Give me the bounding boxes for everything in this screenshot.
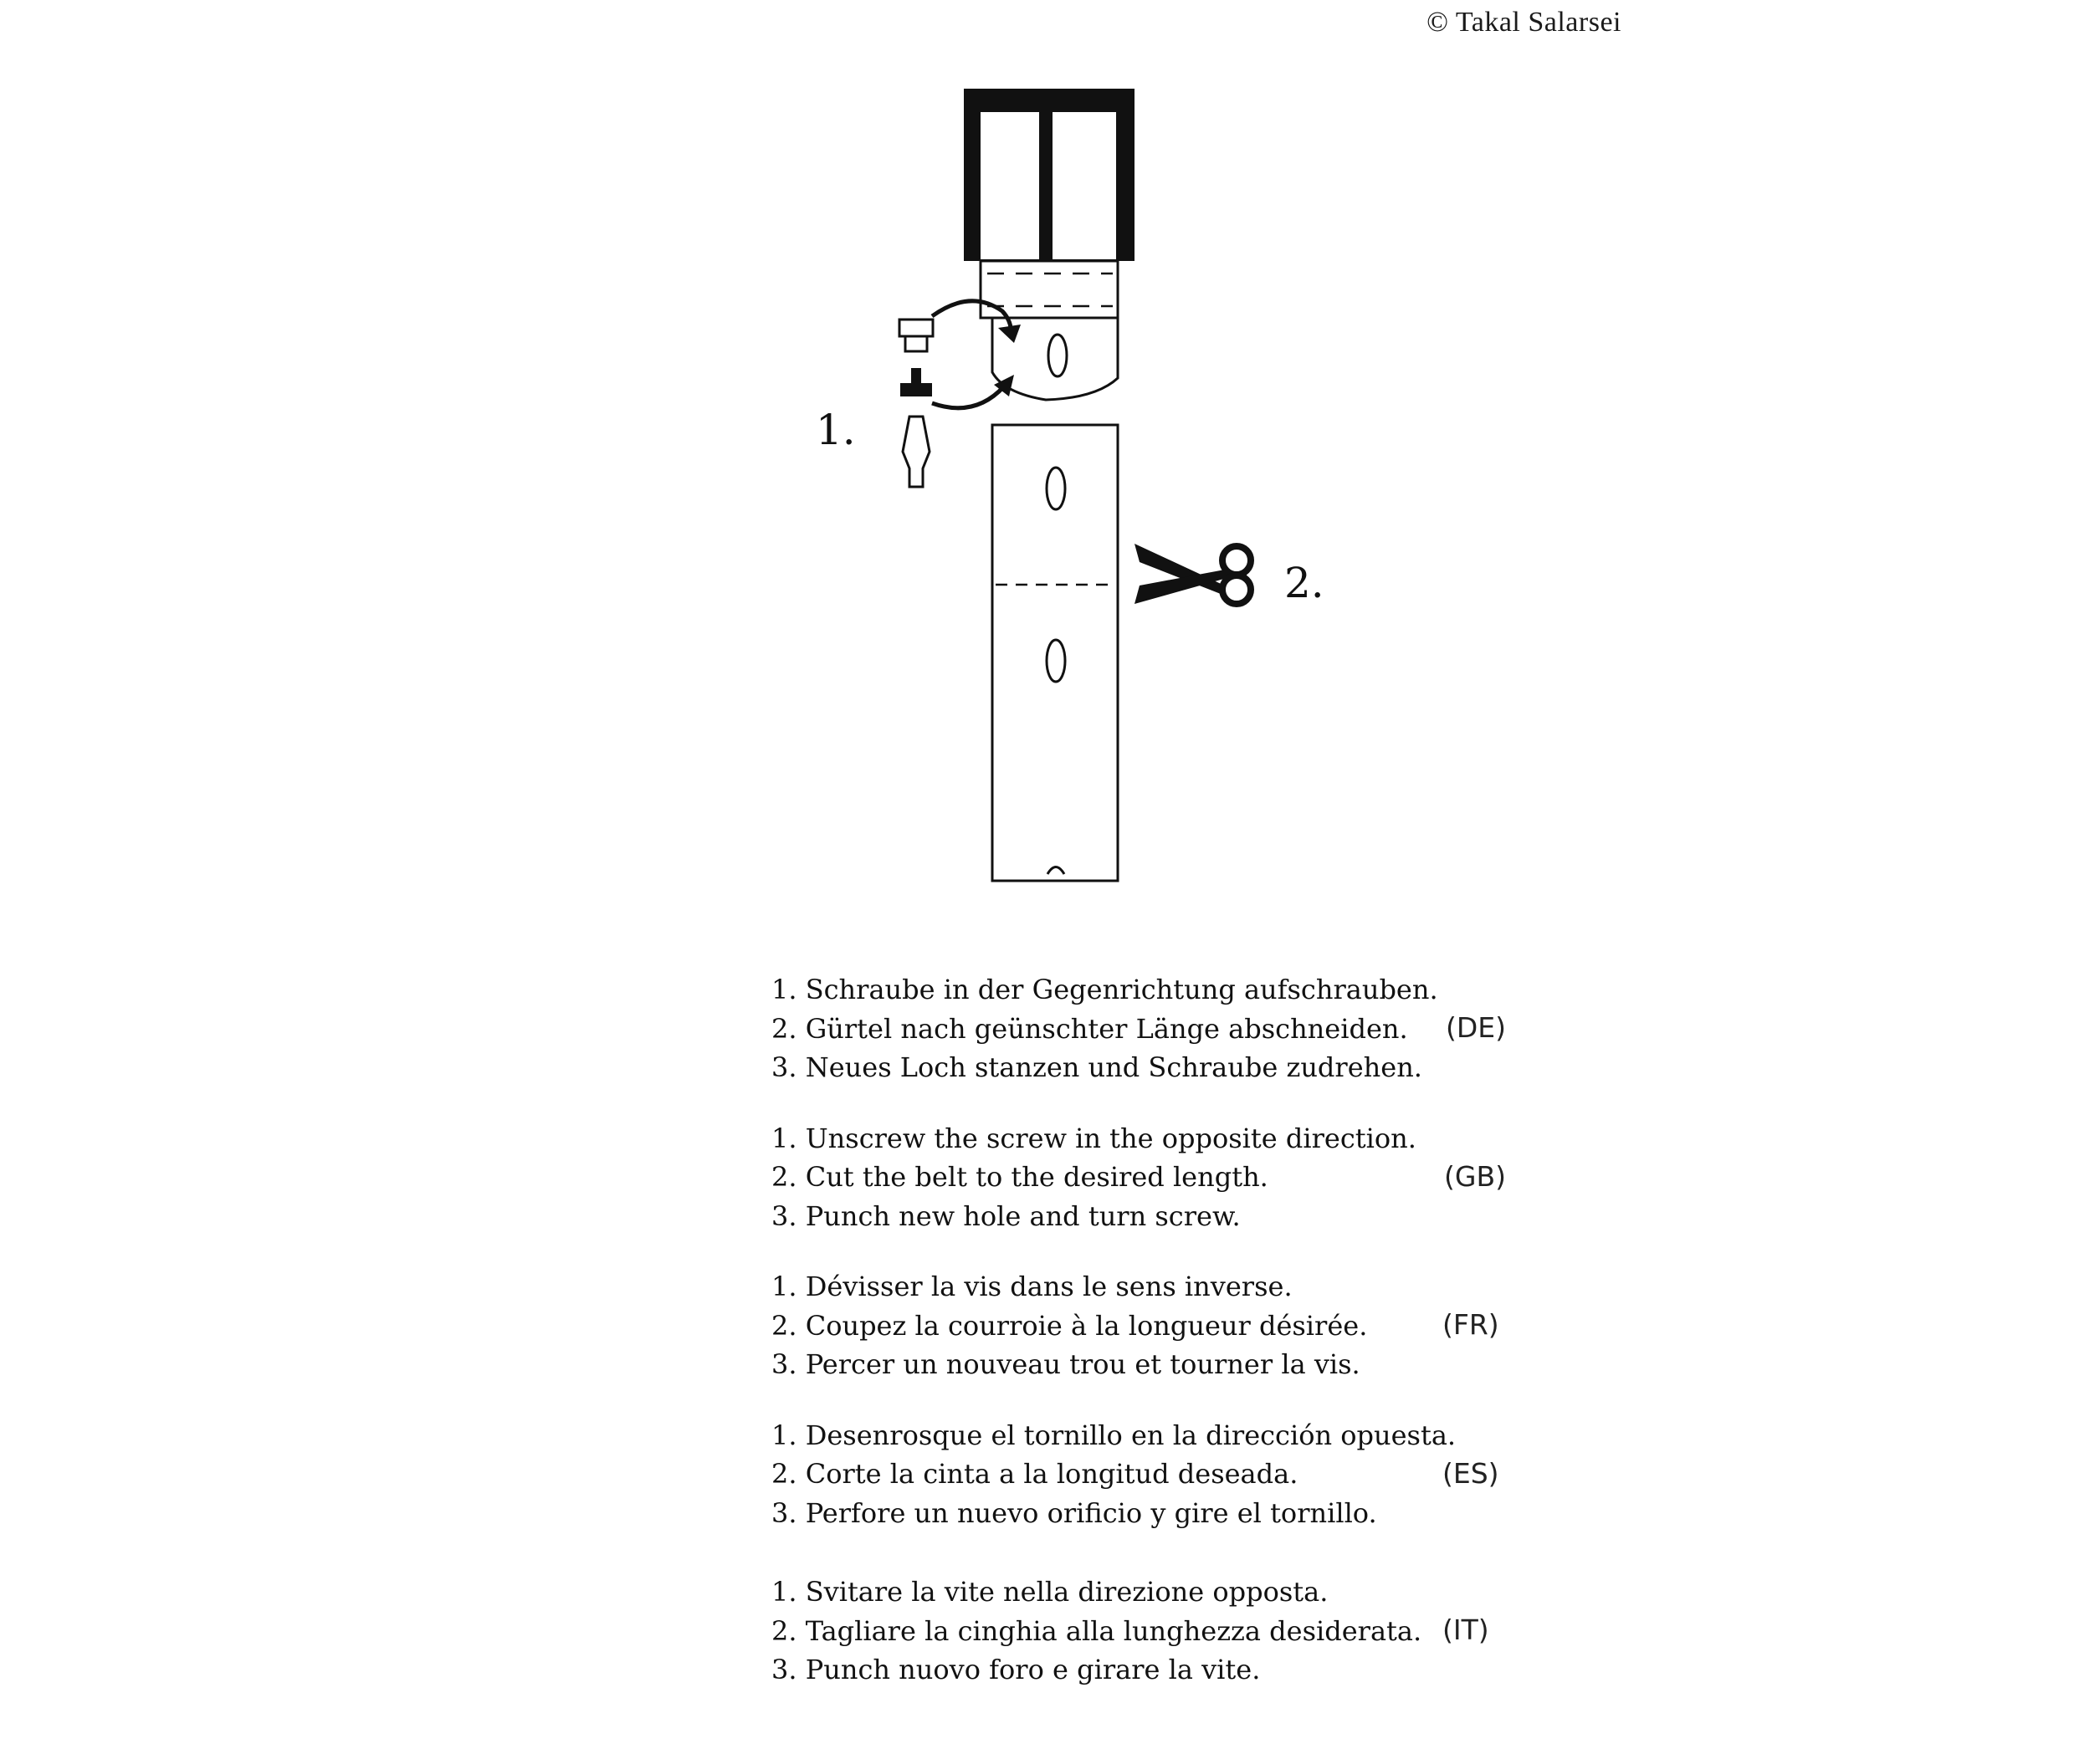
step-line: 1. Dévisser la vis dans le sens inverse.	[771, 1271, 1293, 1302]
step-line: 2. Gürtel nach geünschter Länge abschneiden.	[771, 1012, 1408, 1045]
language-code: (IT)	[1442, 1613, 1489, 1646]
screwdriver-icon	[903, 417, 930, 487]
instructions	[771, 970, 1608, 1721]
step-line: 3. Punch new hole and turn screw.	[771, 1199, 1241, 1232]
language-code: (FR)	[1442, 1308, 1499, 1341]
unscrew-arrows	[932, 301, 1021, 408]
language-code: (GB)	[1444, 1159, 1506, 1193]
step-line: 3. Neues Loch stanzen und Schraube zudrehen.	[771, 1051, 1422, 1083]
instructions-fr	[771, 1267, 1608, 1384]
language-code: (DE)	[1446, 1011, 1507, 1044]
instructions-de	[771, 970, 1608, 1087]
step-line: 1. Desenrosque el tornillo en la dirección opuesta.	[771, 1419, 1457, 1451]
step-line: 2. Corte la cinta a la longitud deseada.	[771, 1458, 1298, 1490]
step-1-label: 1.	[816, 406, 856, 454]
language-code: (ES)	[1442, 1456, 1499, 1490]
step-line: 2. Coupez la courroie à la longueur désirée.	[771, 1309, 1368, 1342]
step-line: 1. Unscrew the screw in the opposite direction.	[771, 1122, 1416, 1154]
scissors-icon	[1135, 544, 1251, 604]
step-line: 2. Cut the belt to the desired length.	[771, 1161, 1268, 1193]
instructions-es	[771, 1416, 1608, 1533]
screw-cap-icon	[899, 320, 933, 351]
belt-shortening-diagram	[778, 79, 1347, 891]
step-line: 3. Punch nuovo foro e girare la vite.	[771, 1654, 1261, 1685]
buckle	[964, 89, 1135, 261]
instructions-it	[771, 1573, 1608, 1690]
step-line: 2. Tagliare la cinghia alla lunghezza desiderata.	[771, 1614, 1422, 1647]
screw-post-icon	[900, 368, 932, 396]
copyright-notice: © Takal Salarsei	[1426, 7, 1621, 38]
step-line: 3. Perfore un nuevo orificio y gire el tornillo.	[771, 1496, 1377, 1529]
step-line: 1. Schraube in der Gegenrichtung aufschrauben.	[771, 974, 1438, 1005]
step-2-label: 2.	[1284, 559, 1324, 607]
instructions-gb	[771, 1119, 1608, 1236]
step-line: 1. Svitare la vite nella direzione opposta.	[771, 1576, 1329, 1608]
belt-strap	[992, 425, 1118, 881]
step-line: 3. Percer un nouveau trou et tourner la vis.	[771, 1348, 1360, 1380]
